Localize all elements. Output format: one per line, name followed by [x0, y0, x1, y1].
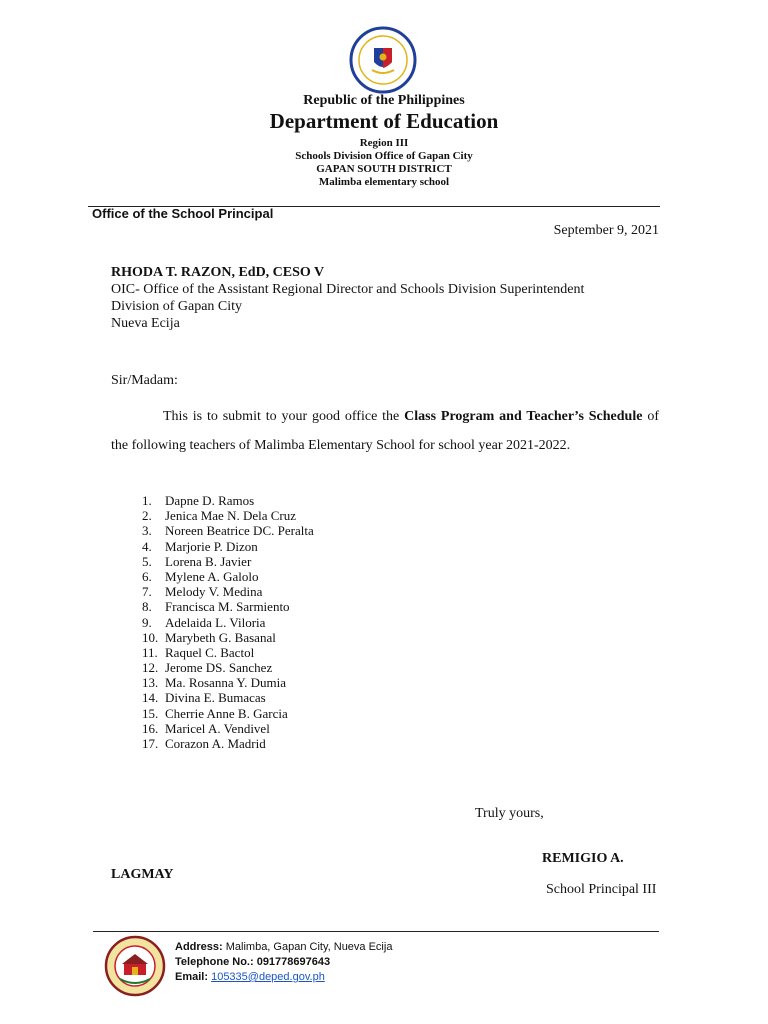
- closing-phrase: Truly yours,: [475, 806, 544, 821]
- teacher-list-item: [111, 584, 314, 599]
- teacher-name: Melody V. Medina: [165, 584, 263, 600]
- teacher-list-item: [111, 675, 314, 690]
- teacher-number: 5.: [142, 553, 152, 569]
- body-emphasis: Class Program and Teacher’s Schedule: [404, 409, 643, 424]
- office-label: Office of the School Principal: [92, 206, 274, 221]
- teacher-number: 7.: [142, 584, 152, 600]
- addressee-province: Nueva Ecija: [111, 316, 180, 331]
- teacher-number: 4.: [142, 538, 152, 554]
- footer-phone: [175, 955, 392, 970]
- body-paragraph: [111, 402, 659, 460]
- teacher-name: Ma. Rosanna Y. Dumia: [165, 675, 286, 691]
- division-label: Schools Division Office of Gapan City: [295, 150, 473, 162]
- teacher-name: Dapne D. Ramos: [165, 493, 255, 508]
- teacher-number: 14.: [142, 690, 159, 706]
- teacher-number: 10.: [142, 629, 159, 645]
- teacher-number: 11.: [142, 644, 158, 660]
- teacher-list-item: [111, 508, 314, 523]
- teacher-number: 2.: [142, 508, 152, 524]
- teacher-number: 9.: [142, 614, 152, 630]
- teacher-name: Cherrie Anne B. Garcia: [165, 705, 288, 721]
- teacher-number: 16.: [142, 720, 159, 736]
- teacher-list-item: [111, 645, 314, 660]
- footer-contact: [175, 940, 392, 985]
- teacher-list-item: [111, 706, 314, 721]
- footer-address: [175, 940, 392, 955]
- teacher-name: Raquel C. Bactol: [165, 644, 255, 660]
- address-label: Address:: [175, 941, 223, 953]
- teacher-list-item: [111, 493, 314, 508]
- footer-email: [175, 970, 392, 985]
- teacher-number: 12.: [142, 660, 159, 676]
- teacher-list-item: [111, 569, 314, 584]
- teacher-name: Noreen Beatrice DC. Peralta: [165, 523, 314, 539]
- teacher-number: 1.: [142, 493, 152, 508]
- email-link[interactable]: 105335@deped.gov.ph: [211, 971, 325, 983]
- teacher-name: Jenica Mae N. Dela Cruz: [165, 508, 297, 524]
- teacher-number: 3.: [142, 523, 152, 539]
- teacher-name: Divina E. Bumacas: [165, 690, 266, 706]
- teacher-number: 6.: [142, 568, 152, 584]
- school-label: Malimba elementary school: [318, 176, 450, 188]
- phone-label: Telephone No.:: [175, 956, 254, 968]
- region-label: Region III: [359, 137, 409, 149]
- teacher-name: Lorena B. Javier: [165, 553, 252, 569]
- teacher-name: Marjorie P. Dizon: [165, 538, 258, 554]
- teacher-list-item: [111, 523, 314, 538]
- district-label: GAPAN SOUTH DISTRICT: [316, 163, 452, 175]
- teacher-list-item: [111, 630, 314, 645]
- teacher-list-item: [111, 615, 314, 630]
- teacher-name: Francisca M. Sarmiento: [165, 599, 290, 615]
- addressee-name: RHODA T. RAZON, EdD, CESO V: [111, 265, 325, 280]
- teacher-list-item: [111, 721, 314, 736]
- teacher-name: Adelaida L. Viloria: [165, 614, 266, 630]
- address-value: Malimba, Gapan City, Nueva Ecija: [222, 941, 393, 953]
- teacher-number: 17.: [142, 736, 159, 751]
- teacher-name: Corazon A. Madrid: [165, 736, 266, 751]
- signatory-name-first: REMIGIO A.: [542, 851, 624, 866]
- teacher-number: 15.: [142, 705, 159, 721]
- teacher-name: Marybeth G. Basanal: [165, 629, 276, 645]
- school-logo: [104, 935, 166, 997]
- salutation: Sir/Madam:: [111, 373, 178, 388]
- addressee-block: [111, 264, 584, 332]
- teacher-name: Jerome DS. Sanchez: [165, 660, 273, 676]
- teacher-list: [111, 493, 314, 751]
- teacher-name: Maricel A. Vendivel: [165, 720, 270, 736]
- teacher-number: 8.: [142, 599, 152, 615]
- republic-heading: Republic of the Philippines: [303, 93, 465, 108]
- teacher-list-item: [111, 554, 314, 569]
- teacher-list-item: [111, 690, 314, 705]
- teacher-list-item: [111, 539, 314, 554]
- department-heading: Department of Education: [269, 109, 499, 133]
- signatory-title: School Principal III: [546, 882, 657, 897]
- email-label: Email:: [175, 971, 209, 983]
- addressee-division: Division of Gapan City: [111, 299, 243, 314]
- teacher-name: Mylene A. Galolo: [165, 568, 259, 584]
- teacher-number: 13.: [142, 675, 159, 691]
- body-text-2: of the following teachers of Malimba Elementary School for school year 2021-2022.: [111, 409, 659, 453]
- body-text-1: This is to submit to your good office the: [163, 409, 405, 424]
- teacher-list-item: [111, 599, 314, 614]
- letter-date: September 9, 2021: [553, 223, 659, 238]
- signatory-name-last: LAGMAY: [111, 867, 174, 882]
- addressee-position: OIC- Office of the Assistant Regional Director and Schools Division Superintendent: [111, 282, 585, 297]
- phone-value: 091778697643: [253, 956, 331, 968]
- deped-seal-logo: [344, 26, 422, 94]
- footer-divider: [93, 931, 659, 932]
- teacher-list-item: [111, 736, 314, 751]
- teacher-list-item: [111, 660, 314, 675]
